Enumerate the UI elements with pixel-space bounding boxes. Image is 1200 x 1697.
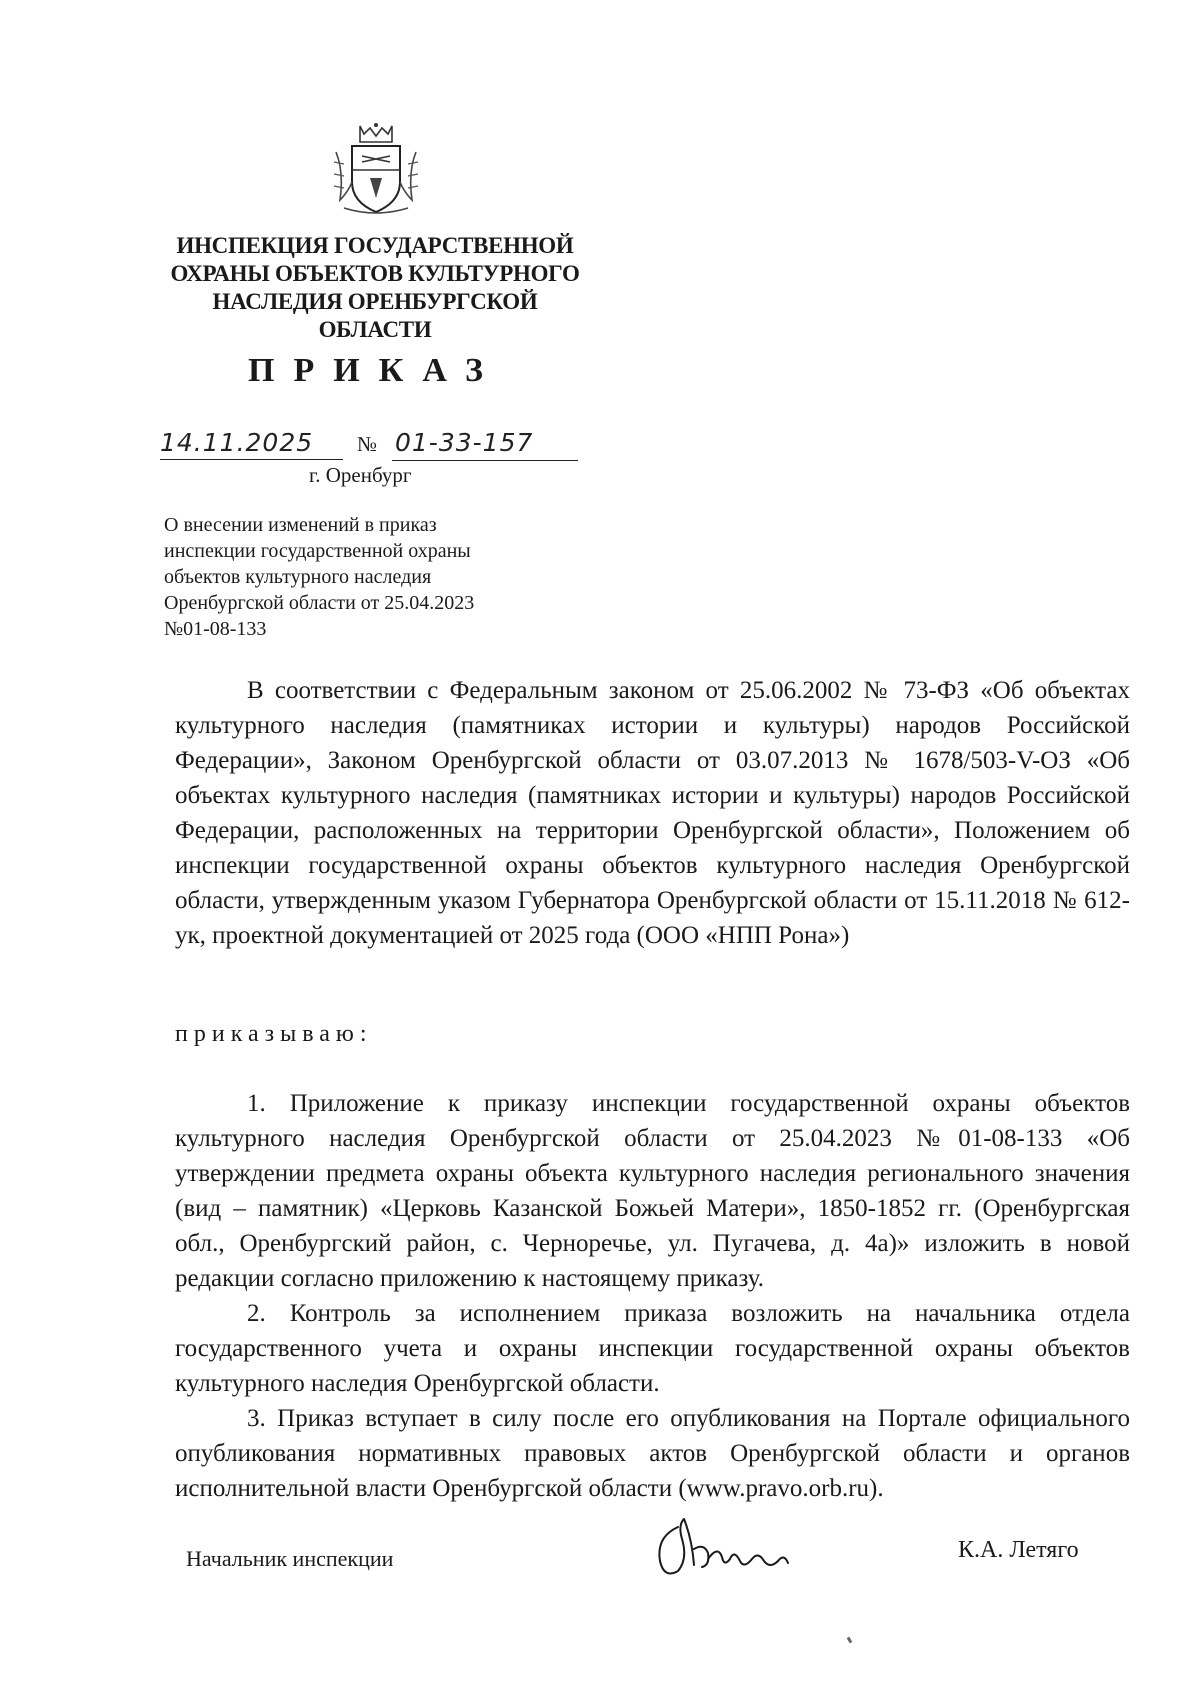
date-underline xyxy=(160,459,343,460)
signatory-position: Начальник инспекции xyxy=(186,1546,394,1571)
document-type-title: ПРИКАЗ xyxy=(248,352,502,389)
number-sign: № xyxy=(357,432,378,456)
subject-line: №01-08-133 xyxy=(164,618,267,640)
org-name-line: ОБЛАСТИ xyxy=(318,317,432,342)
order-item: 3. Приказ вступает в силу после его опубликования на Портале официального опубликования нормативных правовых актов Оренбургской области и органов исполнительной власти Оренбургской области (www.pravo.orb.ru). xyxy=(175,1405,1130,1502)
city-label: г. Оренбург xyxy=(309,463,412,487)
scan-speck xyxy=(847,1637,853,1644)
org-name-line: ИНСПЕКЦИЯ ГОСУДАРСТВЕННОЙ xyxy=(176,233,574,258)
subject-line: О внесении изменений в приказ xyxy=(164,514,437,536)
subject-line: объектов культурного наследия xyxy=(164,566,432,588)
order-subject xyxy=(164,512,584,642)
order-items xyxy=(175,1086,1130,1506)
order-date: 14.11.2025 xyxy=(160,428,314,457)
coat-of-arms-icon xyxy=(330,122,422,218)
org-name-line: НАСЛЕДИЯ ОРЕНБУРГСКОЙ xyxy=(212,289,538,314)
order-item: 1. Приложение к приказу инспекции государственной охраны объектов культурного наследия Оренбургской области от 25.04.2023 №01-08-133 «Об утверждении предмета охраны объекта культурного наследия регионального значения (вид – памятник) «Церковь Казанской Божьей Матери», 1850-1852 гг. (Оренбургская обл., Оренбургский район, с. Черноречье, ул. Пугачева, д. 4а)» изложить в новой редакции согласно приложению к настоящему приказу. xyxy=(175,1090,1130,1292)
order-number: 01-33-157 xyxy=(395,428,534,457)
order-item: 2. Контроль за исполнением приказа возложить на начальника отдела государственного учета и охраны инспекции государственной охраны объектов культурного наследия Оренбургской области. xyxy=(175,1300,1130,1397)
signatory-name: К.А. Летяго xyxy=(958,1537,1079,1563)
subject-line: инспекции государственной охраны xyxy=(164,540,471,562)
organization-name xyxy=(155,232,595,344)
handwritten-signature xyxy=(648,1509,808,1589)
preamble-paragraph: В соответствии с Федеральным законом от 25.06.2002 № 73-ФЗ «Об объектах культурного наследия (памятниках истории и культуры) народов Российской Федерации», Законом Оренбургской области от 03.07.2013 № 1678/503-V-ОЗ «Об объектах культурного наследия (памятниках истории и культуры) народов Российской Федерации, расположенных на территории Оренбургской области», Положением об инспекции государственной охраны объектов культурного наследия Оренбургской области, утвержденным указом Губернатора Оренбургской области от 15.11.2018 № 612-ук, проектной документацией от 2025 года (ООО «НПП Рона») xyxy=(175,677,1130,949)
order-word: приказываю: xyxy=(175,1021,373,1047)
org-name-line: ОХРАНЫ ОБЪЕКТОВ КУЛЬТУРНОГО xyxy=(170,261,580,286)
number-underline xyxy=(392,460,578,461)
subject-line: Оренбургской области от 25.04.2023 xyxy=(164,592,475,614)
